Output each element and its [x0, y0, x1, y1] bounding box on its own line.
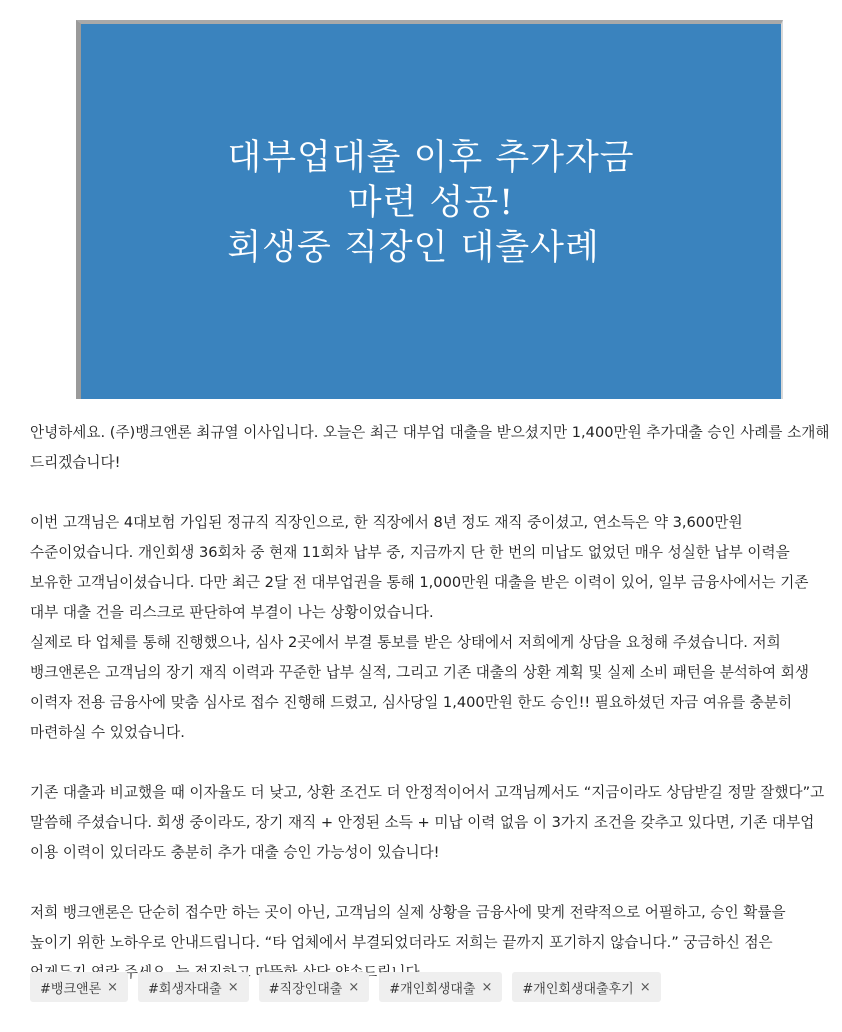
tag-chip[interactable]: [138, 972, 249, 1002]
paragraph-closing: 저희 뱅크앤론은 단순히 접수만 하는 곳이 아닌, 고객님의 실제 상황을 금융사에 맞게 전략적으로 어필하고, 승인 확률을 높이기 위한 노하우로 안내드립니다. “타 업체에서 부결되었더라도 저희는 끝까지 포기하지 않습니다.” 궁금하신 점은: [30, 904, 786, 951]
close-icon[interactable]: ×: [227, 979, 239, 995]
paragraph-approval-process: 실제로 타 업체를 통해 진행했으나, 심사 2곳에서 부결 통보를 받은 상태에서 저희에게 상담을 요청해 주셨습니다. 저희 뱅크앤론은 고객님의 장기 재직 이력과 꾸준한 납부 실적, 그리고 기존 대출의 상환 계획 및 실제 소비 패턴을 분석하여 회생 이력자 전용 금융사에 맞춤 심사로 접수 진행해 드렸고, 심사당일 1,400만원 한도 승인!! 필요하셨던 자금 여유를 충분히 마련하실 수 있었습니다.: [30, 634, 809, 741]
close-icon[interactable]: ×: [107, 979, 119, 995]
tag-label[interactable]: #개인회생대출: [389, 981, 476, 997]
article-body: [30, 418, 830, 988]
tag-label[interactable]: #뱅크앤론: [40, 981, 102, 997]
paragraph-spacer: [30, 748, 830, 778]
banner-title: [227, 136, 634, 287]
tag-label[interactable]: #개인회생대출후기: [522, 981, 634, 997]
tag-list: [30, 972, 661, 1002]
paragraph-spacer: [30, 868, 830, 898]
close-icon[interactable]: ×: [481, 979, 493, 995]
tag-chip[interactable]: [512, 972, 660, 1002]
banner-title-line-3: 회생중 직장인 대출사례: [227, 228, 600, 268]
banner-title-line-2: 마련 성공!: [347, 183, 515, 223]
banner-image: [76, 20, 783, 399]
paragraph-customer-profile: 이번 고객님은 4대보험 가입된 정규직 직장인으로, 한 직장에서 8년 정도 재직 중이셨고, 연소득은 약 3,600만원 수준이었습니다. 개인회생 36회차 중 현재 11회차 납부 중, 지금까지 단 한 번의 미납도 없었던 매우 성실한 납부 이력을 보유한 고객님이셨습니다. 다만 최근 2달 전 대부업권을 통해 1,000만원 대출을 받은 이력이 있어, 일부 금융사에서는 기존 대부 대출 건을 리스크로 판단하여 부결이 나는 상황이었습니다.: [30, 514, 809, 621]
tag-chip[interactable]: [259, 972, 370, 1002]
close-icon[interactable]: ×: [348, 979, 360, 995]
tag-chip[interactable]: [379, 972, 502, 1002]
tag-label[interactable]: #직장인대출: [268, 981, 343, 997]
tag-label[interactable]: #회생자대출: [148, 981, 222, 997]
tag-chip[interactable]: [30, 972, 128, 1002]
close-icon[interactable]: ×: [639, 979, 651, 995]
paragraph-spacer: [30, 478, 830, 508]
paragraph-intro: 안녕하세요. (주)뱅크앤론 최규열 이사입니다. 오늘은 최근 대부업 대출을 받으셨지만 1,400만원 추가대출 승인 사례를 소개해 드리겠습니다!: [30, 424, 830, 471]
paragraph-comparison: 기존 대출과 비교했을 때 이자율도 더 낮고, 상환 조건도 더 안정적이어서 고객님께서도 “지금이라도 상담받길 정말 잘했다”고 말씀해 주셨습니다. 회생 중이라도, 장기 재직 + 안정된 소득 + 미납 이력 없음 이 3가지 조건을 갖추고 있다면, 기존 대부업 이용 이력이 있더라도 충분히 추가 대출 승인 가능성이 있습니다!: [30, 784, 825, 861]
banner-title-line-1: 대부업대출 이후 추가자금: [227, 138, 635, 178]
